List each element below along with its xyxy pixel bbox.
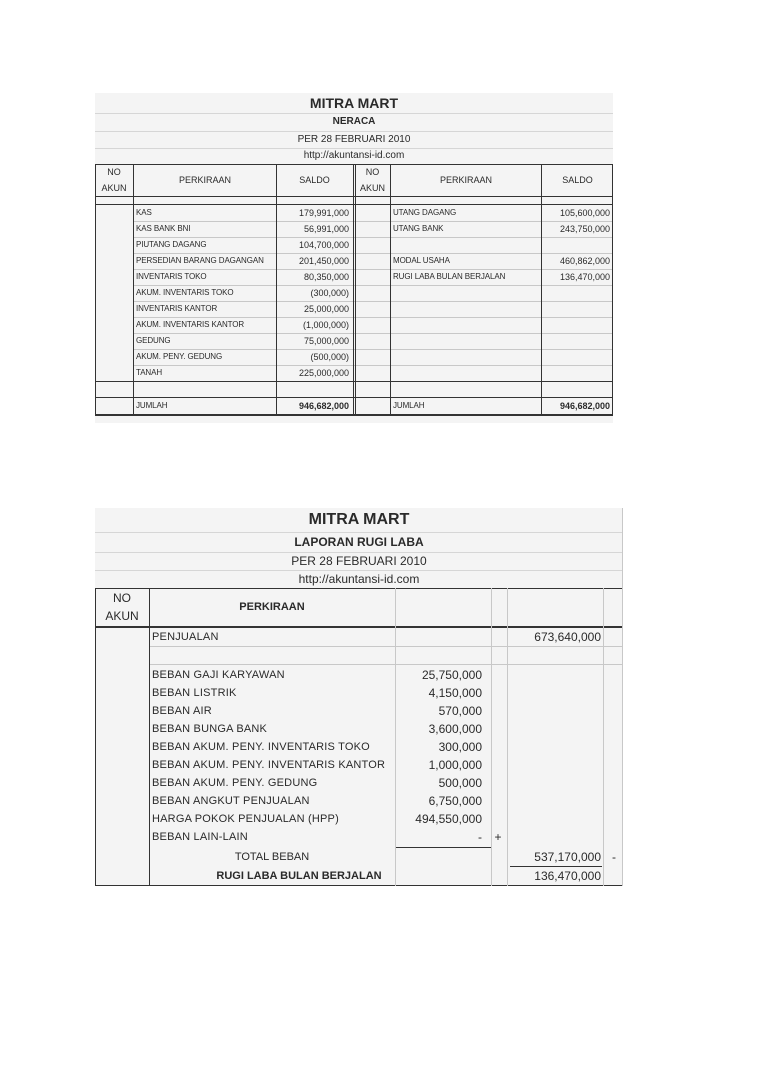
grid-line [133, 164, 134, 416]
beban-label: BEBAN LISTRIK [152, 687, 237, 699]
beban-value: 500,000 [438, 776, 482, 790]
beban-label: BEBAN AKUM. PENY. INVENTARIS TOKO [152, 741, 370, 753]
neraca-left-value: 80,350,000 [303, 272, 349, 282]
total-beban-label: TOTAL BEBAN [234, 851, 310, 863]
neraca-total-label: JUMLAH [393, 401, 425, 410]
neraca-left-value: 75,000,000 [303, 336, 349, 346]
neraca-saldo-header: SALDO [299, 175, 330, 185]
grid-line [395, 588, 396, 886]
laba-rugi-title: MITRA MART [95, 508, 623, 533]
neraca-perkiraan-header: PERKIRAAN [439, 175, 492, 185]
beban-value: 494,550,000 [415, 812, 482, 826]
grid-line [276, 164, 277, 416]
beban-value: 25,750,000 [421, 668, 482, 682]
grid-line [95, 204, 613, 205]
neraca-url: http://akuntansi-id.com [95, 148, 613, 165]
grid-line [149, 646, 623, 647]
beban-value: 300,000 [438, 740, 482, 754]
grid-line [149, 588, 150, 886]
neraca-left-value: (300,000) [310, 288, 349, 298]
neraca-date: PER 28 FEBRUARI 2010 [95, 131, 613, 149]
grid-line [603, 588, 604, 886]
laba-rugi-no-akun-header: NO [113, 591, 131, 605]
neraca-subtitle: NERACA [95, 113, 613, 132]
neraca-left-label: AKUM. INVENTARIS KANTOR [136, 320, 245, 329]
beban-label: BEBAN ANGKUT PENJUALAN [152, 795, 310, 807]
beban-value: 4,150,000 [428, 686, 482, 700]
neraca-left-label: INVENTARIS TOKO [136, 272, 207, 281]
beban-label: HARGA POKOK PENJUALAN (HPP) [152, 813, 339, 825]
grid-line [95, 588, 96, 886]
laba-rugi-no-akun-header: AKUN [105, 609, 139, 623]
penjualan-value: 673,640,000 [534, 630, 601, 644]
plus-sign: + [494, 830, 502, 844]
beban-value: 1,000,000 [428, 758, 482, 772]
neraca-right-value: 105,600,000 [559, 208, 610, 218]
rugi-laba-label: RUGI LABA BULAN BERJALAN [216, 870, 382, 882]
neraca-no-akun-header: AKUN [359, 183, 385, 193]
beban-value: 6,750,000 [428, 794, 482, 808]
neraca-left-label: TANAH [136, 368, 163, 377]
neraca-left-value: (500,000) [310, 352, 349, 362]
neraca-left-value: 179,991,000 [298, 208, 349, 218]
neraca-left-label: PERSEDIAN BARANG DAGANGAN [136, 256, 264, 265]
grid-line [95, 164, 613, 165]
neraca-no-akun-header: AKUN [101, 183, 127, 193]
beban-value: 570,000 [438, 704, 482, 718]
grid-line [491, 588, 492, 886]
neraca-left-label: PIUTANG DAGANG [136, 240, 207, 249]
grid-line [622, 508, 623, 886]
neraca-left-label: KAS BANK BNI [136, 224, 191, 233]
rugi-laba-value: 136,470,000 [534, 869, 601, 883]
neraca-right-label: UTANG DAGANG [393, 208, 457, 217]
neraca-left-label: GEDUNG [136, 336, 171, 345]
neraca-no-akun-header: NO [365, 167, 380, 177]
neraca-left-label: AKUM. PENY. GEDUNG [136, 352, 223, 361]
neraca-perkiraan-header: PERKIRAAN [178, 175, 231, 185]
neraca-total-value: 946,682,000 [559, 401, 610, 411]
neraca-saldo-header: SALDO [562, 175, 593, 185]
laba-rugi-url: http://akuntansi-id.com [95, 570, 623, 589]
grid-line [541, 164, 542, 416]
grid-line [353, 164, 354, 416]
beban-value: 3,600,000 [428, 722, 482, 736]
neraca-left-value: (1,000,000) [302, 320, 349, 330]
grid-line [149, 664, 623, 665]
neraca-left-value: 104,700,000 [298, 240, 349, 250]
beban-label: BEBAN AIR [152, 705, 212, 717]
grid-line [612, 164, 613, 416]
neraca-left-value: 201,450,000 [298, 256, 349, 266]
neraca-total-label: JUMLAH [136, 401, 168, 410]
grid-line [95, 626, 623, 628]
grid-line [95, 381, 613, 382]
grid-line [95, 588, 623, 589]
grid-line [390, 164, 391, 416]
beban-label: BEBAN BUNGA BANK [152, 723, 268, 735]
grid-line [95, 196, 613, 197]
grid-line [510, 866, 602, 867]
neraca-right-label: RUGI LABA BULAN BERJALAN [393, 272, 506, 281]
neraca-title: MITRA MART [95, 93, 613, 114]
neraca-no-akun-header: NO [107, 167, 121, 177]
neraca-left-value: 25,000,000 [303, 304, 349, 314]
grid-line [95, 414, 613, 416]
grid-line [507, 588, 508, 886]
grid-line [395, 847, 491, 848]
neraca-left-value: 56,991,000 [303, 224, 349, 234]
grid-line [95, 397, 613, 398]
laba-rugi-table [95, 508, 623, 886]
neraca-left-value: 225,000,000 [298, 368, 349, 378]
laba-rugi-date: PER 28 FEBRUARI 2010 [95, 552, 623, 571]
neraca-right-label: UTANG BANK [393, 224, 444, 233]
beban-label: BEBAN GAJI KARYAWAN [152, 669, 285, 681]
grid-line [95, 164, 96, 416]
neraca-right-value: 243,750,000 [559, 224, 610, 234]
penjualan-label: PENJUALAN [152, 631, 219, 643]
neraca-table [95, 93, 613, 423]
beban-value: - [478, 830, 482, 844]
grid-line [95, 885, 623, 886]
neraca-left-label: KAS [136, 208, 152, 217]
neraca-left-label: INVENTARIS KANTOR [136, 304, 218, 313]
neraca-total-value: 946,682,000 [298, 401, 349, 411]
beban-label: BEBAN LAIN-LAIN [152, 831, 248, 843]
neraca-right-value: 460,862,000 [559, 256, 610, 266]
laba-rugi-perkiraan-header: PERKIRAAN [239, 601, 305, 613]
grid-line [355, 164, 356, 416]
beban-label: BEBAN AKUM. PENY. INVENTARIS KANTOR [152, 759, 386, 771]
minus-sign: - [612, 850, 616, 864]
neraca-right-label: MODAL USAHA [393, 256, 450, 265]
beban-label: BEBAN AKUM. PENY. GEDUNG [152, 777, 318, 789]
laba-rugi-subtitle: LAPORAN RUGI LABA [95, 532, 623, 553]
total-beban-value: 537,170,000 [534, 850, 601, 864]
neraca-left-label: AKUM. INVENTARIS TOKO [136, 288, 234, 297]
neraca-right-value: 136,470,000 [559, 272, 610, 282]
